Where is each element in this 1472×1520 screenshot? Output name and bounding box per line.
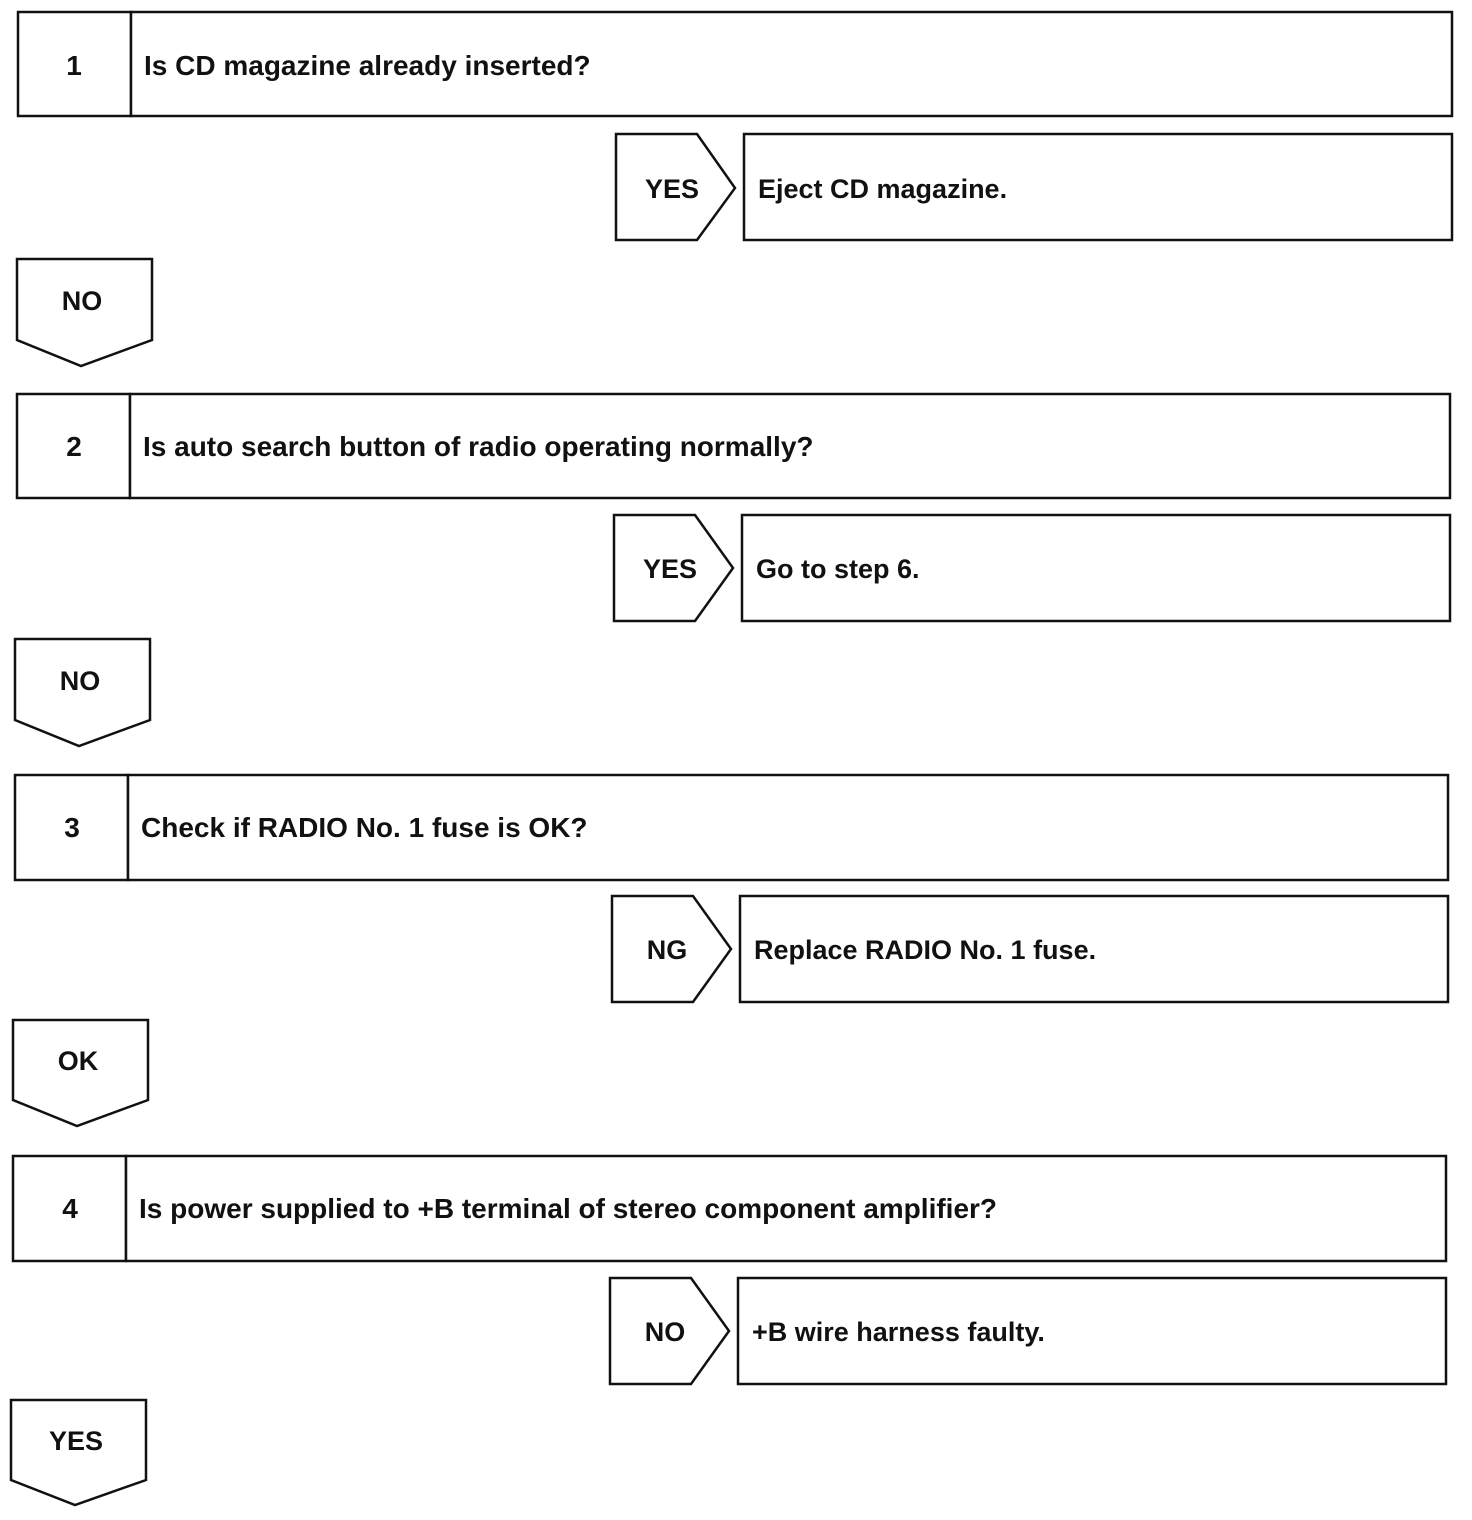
step-1 bbox=[18, 12, 1452, 116]
continue-label: YES bbox=[48, 1426, 104, 1456]
continue-3 bbox=[13, 1020, 148, 1126]
branch-label: YES bbox=[644, 174, 700, 204]
step-3 bbox=[15, 775, 1448, 880]
continue-2 bbox=[15, 639, 150, 746]
step-number: 2 bbox=[66, 431, 82, 462]
continue-label: NO bbox=[61, 286, 103, 316]
branch-result: +B wire harness faulty. bbox=[752, 1317, 1045, 1347]
step-4 bbox=[13, 1156, 1446, 1261]
continue-4 bbox=[11, 1400, 146, 1505]
branch-3 bbox=[612, 896, 1448, 1002]
step-question: Check if RADIO No. 1 fuse is OK? bbox=[141, 812, 588, 843]
continue-label: NO bbox=[59, 666, 101, 696]
branch-result: Eject CD magazine. bbox=[758, 174, 1008, 204]
branch-label: NG bbox=[646, 935, 688, 965]
step-question: Is auto search button of radio operating normally? bbox=[143, 431, 814, 462]
branch-result: Go to step 6. bbox=[756, 554, 920, 584]
branch-result: Replace RADIO No. 1 fuse. bbox=[754, 935, 1097, 965]
branch-label: NO bbox=[644, 1317, 686, 1347]
step-question: Is power supplied to +B terminal of stereo component amplifier? bbox=[139, 1193, 998, 1224]
continue-label: OK bbox=[57, 1046, 99, 1076]
step-number: 3 bbox=[64, 812, 80, 843]
branch-4 bbox=[610, 1278, 1446, 1384]
step-question: Is CD magazine already inserted? bbox=[144, 50, 591, 81]
branch-1 bbox=[616, 134, 1452, 240]
step-number: 4 bbox=[62, 1193, 78, 1224]
branch-2 bbox=[614, 515, 1450, 621]
continue-1 bbox=[17, 259, 152, 366]
branch-label: YES bbox=[642, 554, 698, 584]
step-number: 1 bbox=[66, 50, 82, 81]
step-2 bbox=[17, 394, 1450, 498]
